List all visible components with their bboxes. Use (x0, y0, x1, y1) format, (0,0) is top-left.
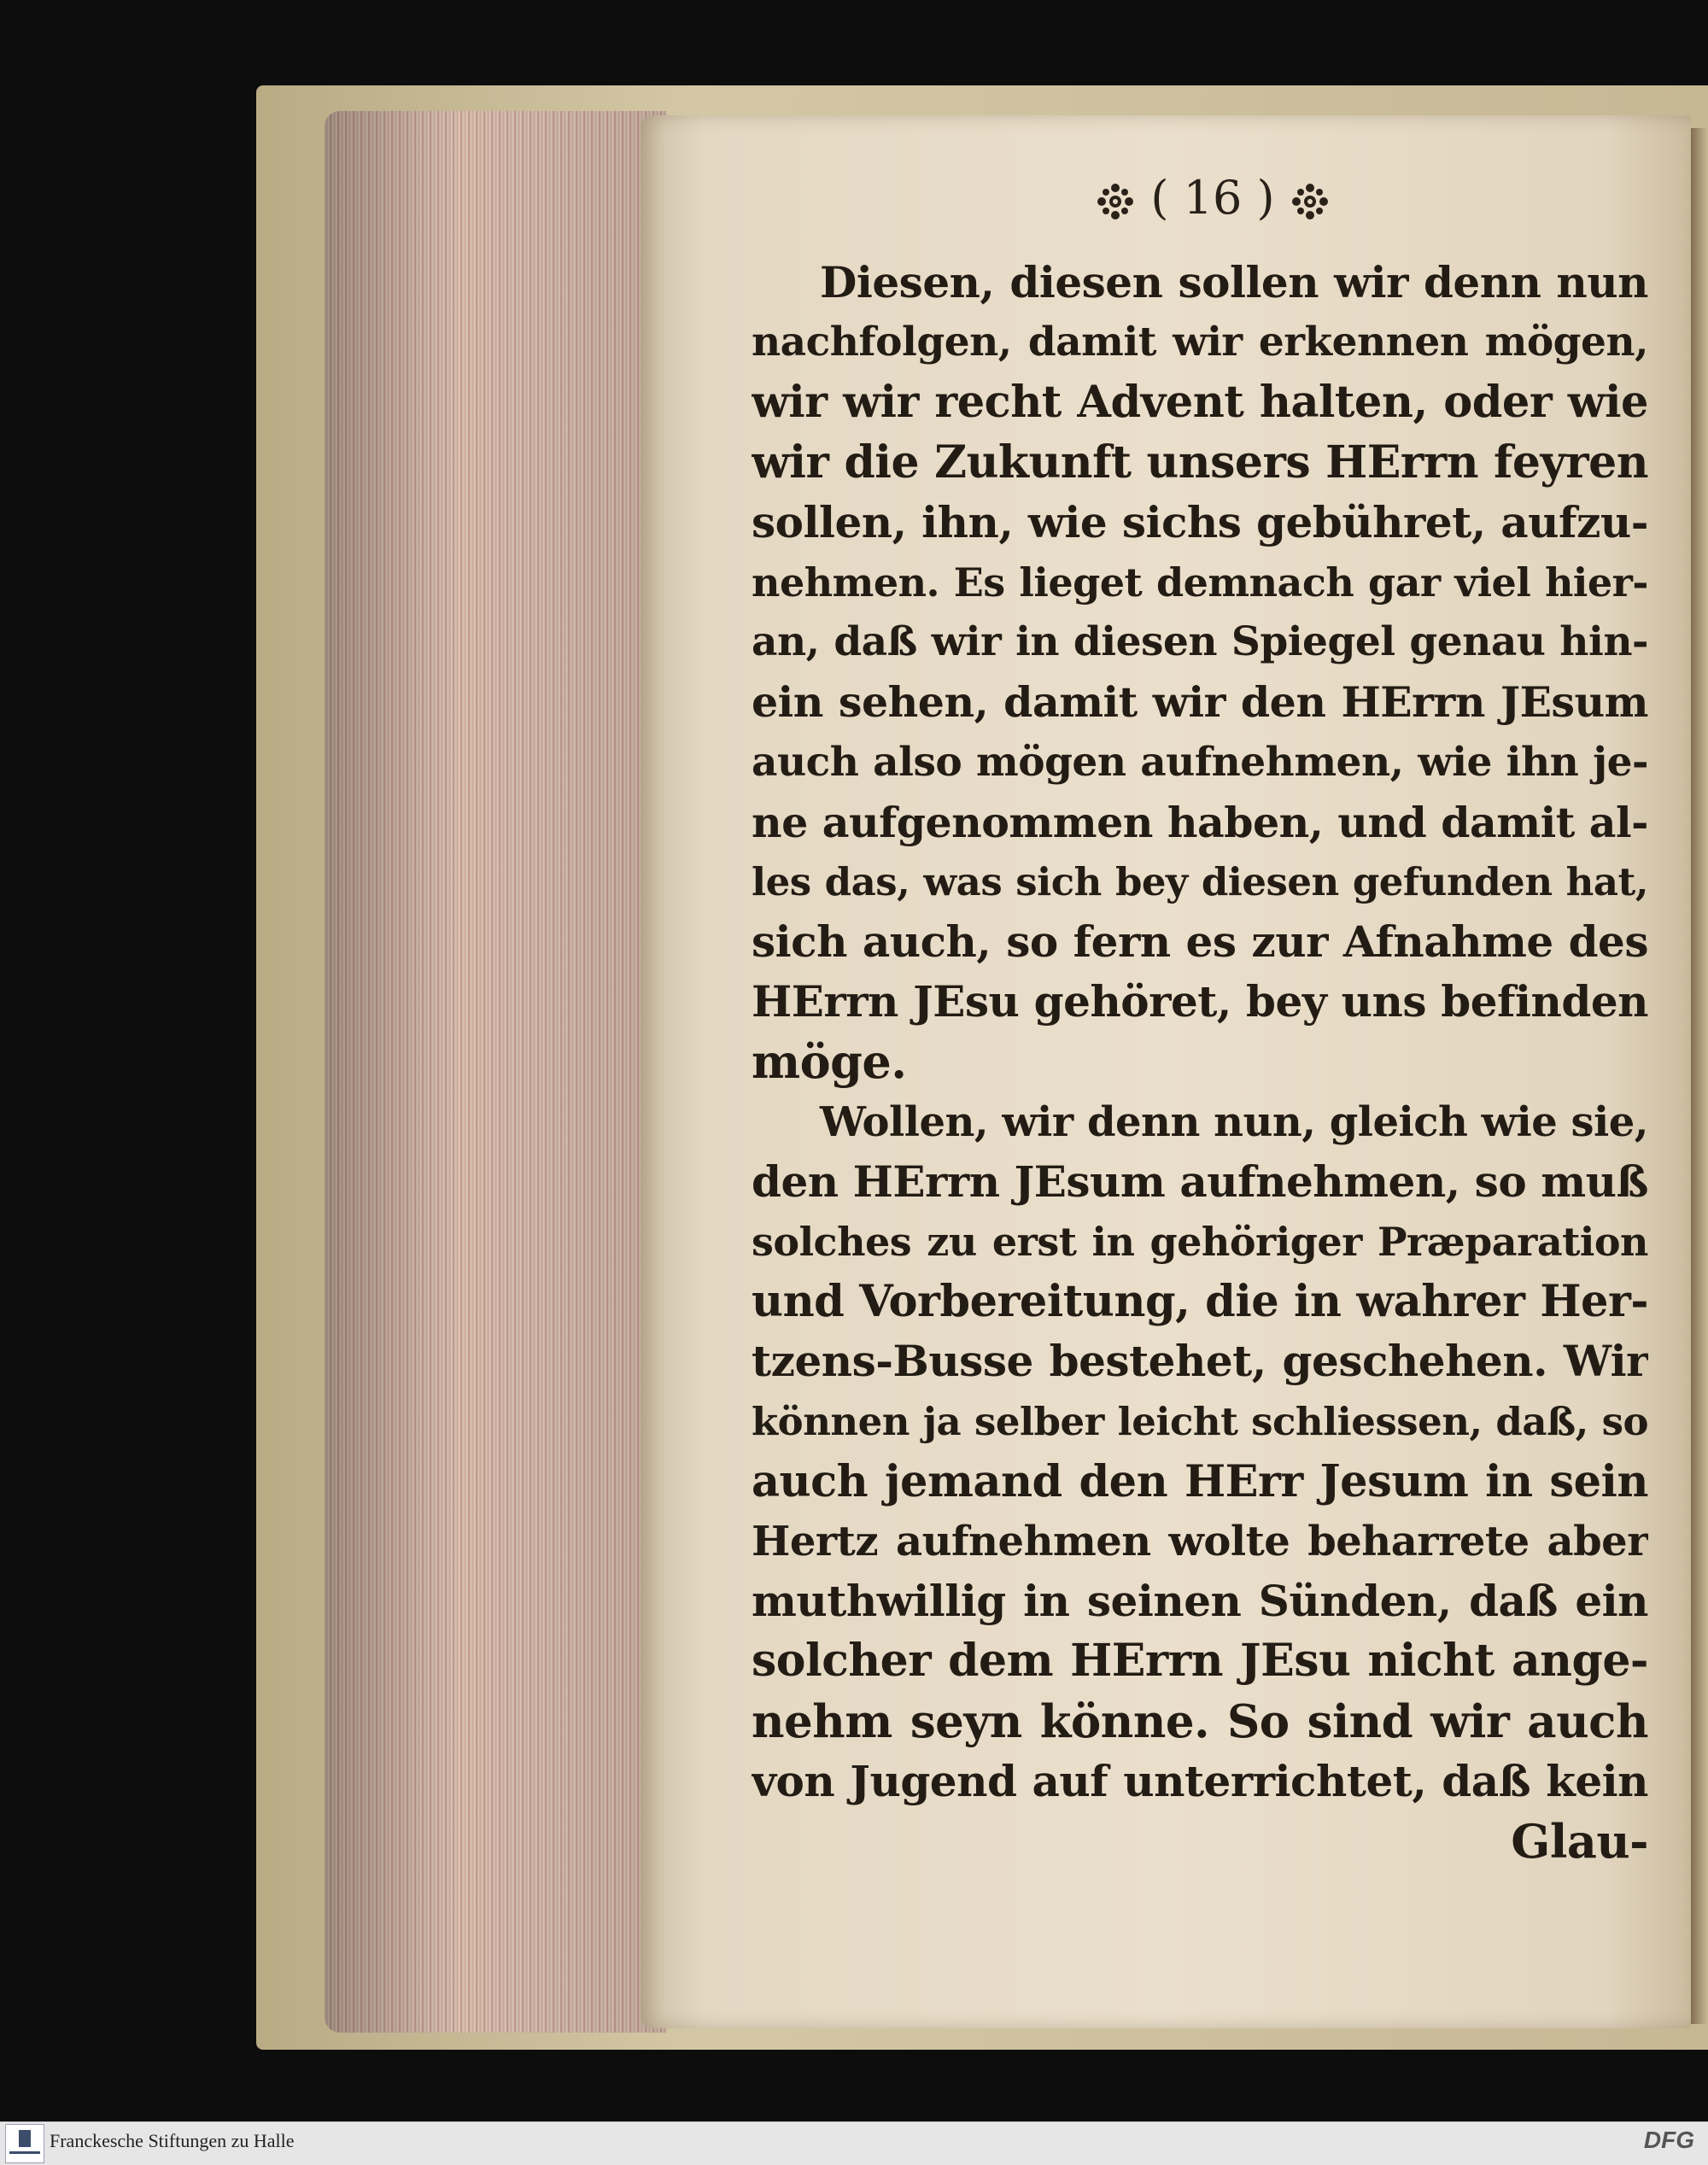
text-line: Diesen, diesen sollen wir denn nun (820, 257, 1648, 307)
text-line: muthwillig in seinen Sünden, daß ein (752, 1576, 1648, 1627)
text-line: wir die Zukunft unsers HErrn feyren (752, 436, 1648, 489)
text-line: tzens-Busse bestehet, geschehen. Wir (752, 1336, 1648, 1387)
text-line: von Jugend auf unterrichtet, daß kein (752, 1755, 1648, 1806)
dfg-logo[interactable]: DFG (1643, 2127, 1694, 2153)
text-line: nehm seyn könne. So sind wir auch (752, 1694, 1648, 1748)
text-line: können ja selber leicht schliessen, daß, so (752, 1398, 1648, 1444)
institution-logo[interactable] (5, 2124, 44, 2163)
text-line: ne aufgenommen haben, und damit al- (752, 797, 1648, 847)
text-line: wir wir recht Advent halten, oder wie (752, 377, 1648, 429)
text-line: solches zu erst in gehöriger Præparation (752, 1219, 1648, 1265)
text-line: auch jemand den HErr Jesum in sein (752, 1455, 1648, 1507)
page-header (1042, 171, 1383, 225)
text-line: Wollen, wir denn nun, gleich wie sie, (820, 1097, 1648, 1146)
text-line: Hertz aufnehmen wolte beharrete aber (752, 1517, 1648, 1565)
page-number: ( 16 ) (1150, 171, 1275, 225)
text-line: les das, was sich bey diesen gefunden hat, (752, 858, 1648, 904)
text-line: an, daß wir in diesen Spiegel genau hin- (752, 618, 1648, 666)
institution-name[interactable]: Franckesche Stiftungen zu Halle (50, 2130, 295, 2151)
left-ornament-icon (1095, 181, 1136, 222)
page-edges-shadow (325, 111, 666, 2033)
body-text (752, 253, 1648, 1871)
right-ornament-icon (1290, 181, 1331, 222)
text-line: den HErrn JEsum aufnehmen, so muß (752, 1156, 1648, 1207)
catchword: Glau- (1511, 1813, 1648, 1869)
text-line: möge. (752, 1034, 907, 1090)
text-line: nehmen. Es lieget demnach gar viel hier- (752, 559, 1648, 606)
text-line: solcher dem HErrn JEsu nicht ange- (752, 1635, 1648, 1688)
text-line: ein sehen, damit wir den HErrn JEsum (752, 677, 1648, 728)
text-line: und Vorbereitung, die in wahrer Her- (752, 1276, 1648, 1328)
text-line: sich auch, so fern es zur Afnahme des (752, 916, 1648, 968)
text-line: HErrn JEsu gehöret, bey uns befinden (752, 976, 1648, 1027)
text-line: sollen, ihn, wie sichs gebühret, aufzu- (752, 496, 1648, 547)
text-line: auch also mögen aufnehmen, wie ihn je- (752, 738, 1648, 786)
text-line: nachfolgen, damit wir erkennen mögen, (752, 319, 1648, 366)
